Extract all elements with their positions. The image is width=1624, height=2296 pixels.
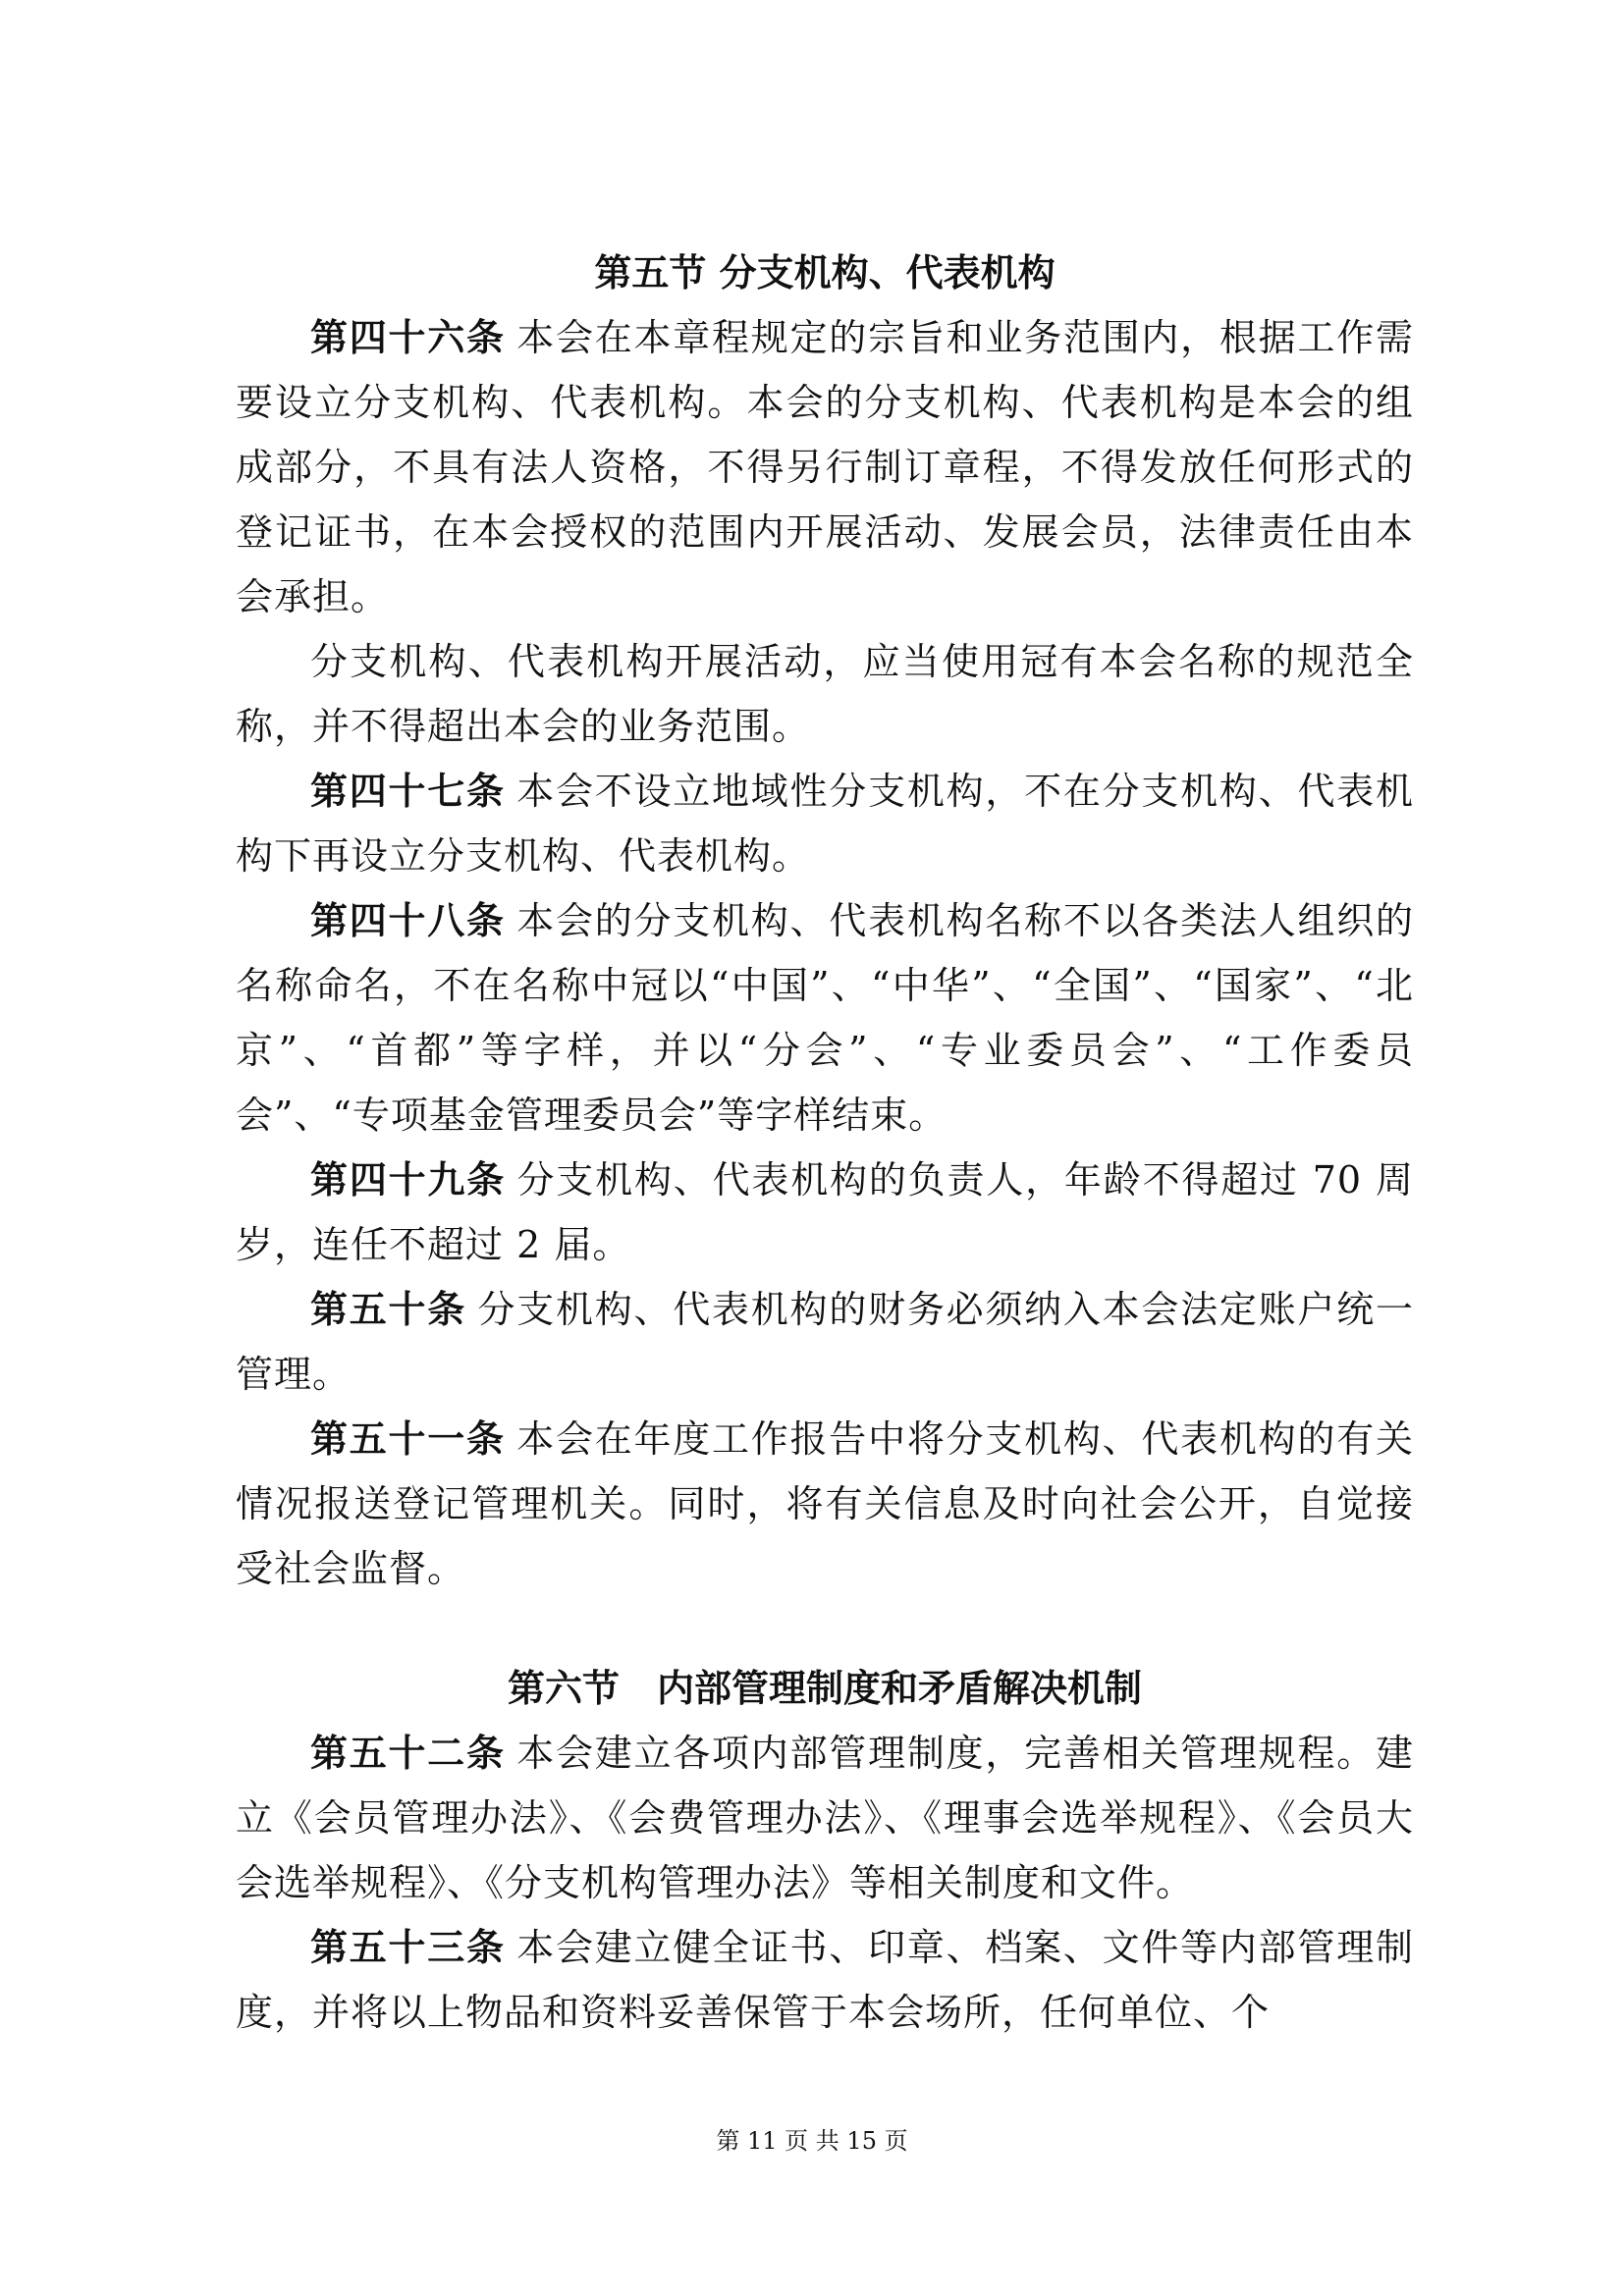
article-number: 第五十三条 <box>310 1925 506 1969</box>
article-text: 本会建立健全证书、印章、档案、文件等内部管理制度，并将以上物品和资料妥善保管于本会场所，任何单位、个 <box>236 1926 1414 2034</box>
article-text: 本会在年度工作报告中将分支机构、代表机构的有关情况报送登记管理机关。同时，将有关信息及时向社会公开，自觉接受社会监督。 <box>236 1417 1414 1590</box>
article-text: 本会建立各项内部管理制度，完善相关管理规程。建立《会员管理办法》、《会费管理办法》、《理事会选举规程》、《会员大会选举规程》、《分支机构管理办法》等相关制度和文件。 <box>236 1732 1414 1904</box>
article-text: 分支机构、代表机构的负责人，年龄不得超过 70 周岁，连任不超过 2 届。 <box>236 1158 1414 1266</box>
article-number: 第五十一条 <box>310 1416 506 1461</box>
page-footer: 第 11 页 共 15 页 <box>716 2127 908 2155</box>
article-48 <box>236 888 1414 1148</box>
document-page <box>236 240 1414 2045</box>
article-49 <box>236 1148 1414 1277</box>
article-number: 第四十六条 <box>310 315 506 359</box>
article-47 <box>236 759 1414 888</box>
article-number: 第五十条 <box>310 1287 467 1331</box>
article-52 <box>236 1721 1414 1915</box>
article-text: 本会不设立地域性分支机构，不在分支机构、代表机构下再设立分支机构、代表机构。 <box>236 770 1414 878</box>
article-46-paragraph-2 <box>236 629 1414 759</box>
article-text: 本会在本章程规定的宗旨和业务范围内，根据工作需要设立分支机构、代表机构。本会的分支机构、代表机构是本会的组成部分，不具有法人资格，不得另行制订章程，不得发放任何形式的登记证书，在本会授权的范围内开展活动、发展会员，法律责任由本会承担。 <box>236 316 1414 618</box>
article-number: 第四十八条 <box>310 898 506 942</box>
section-title-6: 第六节 内部管理制度和矛盾解决机制 <box>507 1666 1142 1710</box>
article-53 <box>236 1915 1414 2045</box>
article-50 <box>236 1277 1414 1407</box>
article-number: 第四十七条 <box>310 769 506 813</box>
article-number: 第四十九条 <box>310 1157 507 1201</box>
paragraph-text: 分支机构、代表机构开展活动，应当使用冠有本会名称的规范全称，并不得超出本会的业务范围。 <box>236 640 1414 748</box>
article-46 <box>236 305 1414 629</box>
article-text: 分支机构、代表机构的财务必须纳入本会法定账户统一管理。 <box>236 1288 1414 1396</box>
article-number: 第五十二条 <box>310 1731 506 1775</box>
article-51 <box>236 1407 1414 1601</box>
article-text: 本会的分支机构、代表机构名称不以各类法人组织的名称命名，不在名称中冠以“中国”、“中华”、“全国”、“国家”、“北京”、“首都”等字样，并以“分会”、“专业委员会”、“工作委员会”、“专项基金管理委员会”等字样结束。 <box>236 899 1414 1137</box>
section-title-5: 第五节 分支机构、代表机构 <box>594 250 1056 294</box>
